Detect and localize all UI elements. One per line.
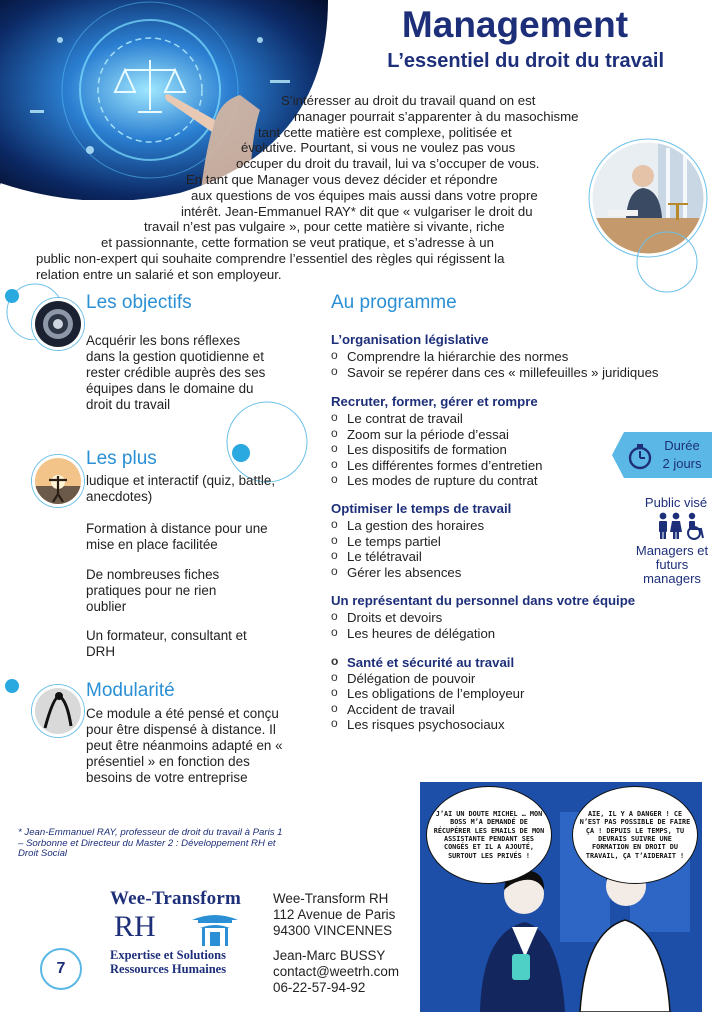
footnote-line: – Sorbonne et Directeur du Master 2 : Développement RH et [18, 837, 276, 849]
program-item: o Les obligations de l’employeur [331, 686, 524, 702]
objectives-text: Acquérir les bons réflexes dans la gestion quotidienne et rester crédible auprès des ses équipes dans le domaine du droit du travail [86, 333, 266, 412]
page-title: Management [401, 4, 629, 45]
program-item: o La gestion des horaires [331, 518, 511, 534]
page-subtitle: L’essentiel du droit du travail [387, 50, 664, 72]
intro-line: manager pourrait s’apparenter à du masochisme [294, 108, 579, 124]
comic-bubble-right: AIE, IL Y A DANGER ! CE N’EST PAS POSSIBLE DE FAIRE ÇA ! DEPUIS LE TEMPS, TU DEVRAIS SUIVRE UNE FORMATION EN DROIT DU TRAVAIL, ÇA T’AIDERAIT ! [572, 786, 698, 884]
footnote-line: * Jean-Emmanuel RAY, professeur de droit du travail à Paris 1 [18, 827, 283, 838]
program-item: o Les différentes formes d’entretien [331, 458, 542, 474]
duration-value: 2 jours [662, 456, 702, 471]
program-item: o Savoir se repérer dans ces « millefeuilles » juridiques [331, 365, 659, 381]
intro-line: et passionnante, cette formation se veut pratique, et s’adresse à un [101, 235, 494, 251]
contact-person: Jean-Marc BUSSY [273, 948, 386, 963]
program-section-heading: L’organisation législative [331, 332, 489, 347]
decor-circles-top [612, 230, 712, 310]
intro-paragraph [36, 93, 596, 283]
program-item: o Les modes de rupture du contrat [331, 473, 542, 489]
logo-name: Wee-Transform [110, 888, 241, 909]
contact-name: Wee-Transform RH [273, 891, 389, 906]
plus-item: De nombreuses fiches pratiques pour ne rien oublier [86, 567, 220, 614]
duration-label: Durée [664, 438, 700, 453]
audience-label: Public visé [644, 495, 708, 510]
contact-block [273, 891, 399, 996]
footnote-line: Droit Social [18, 848, 68, 859]
program-section-heading: Un représentant du personnel dans votre équipe [331, 593, 636, 608]
program-item: o Accident de travail [331, 702, 524, 718]
intro-line: tant cette matière est complexe, politisée et [258, 124, 512, 140]
objectives-title: Les objectifs [86, 292, 192, 313]
pagoda-icon [190, 910, 240, 948]
program-section [331, 332, 659, 380]
contact-email[interactable]: contact@weetrh.com [273, 964, 399, 979]
logo-tagline: Expertise et Solutions [110, 948, 226, 962]
logo-rh: RH [114, 910, 156, 943]
program-item: o Droits et devoirs [331, 610, 635, 626]
duration-box [612, 432, 712, 474]
logo-tagline: Ressources Humaines [110, 962, 227, 976]
program-section [331, 593, 635, 641]
intro-line: évolutive. Pourtant, si vous ne voulez pas vous [241, 140, 516, 156]
program-item: o Le temps partiel [331, 534, 511, 550]
program-item: o Zoom sur la période d’essai [331, 427, 542, 443]
intro-line: public non-expert qui souhaite comprendre l’essentiel des règles qui régissent la [36, 250, 505, 266]
modularity-text: Ce module a été pensé et conçu pour être dispensé à distance. Il peut être néanmoins adapté en « présentiel » en fonction des besoins de votre entreprise [86, 706, 283, 785]
intro-line: occuper du droit du travail, lui va s’occuper de vous. [236, 156, 540, 172]
people-icon [656, 512, 706, 540]
modularity-title: Modularité [86, 680, 175, 701]
program-section-heading: Optimiser le temps de travail [331, 501, 512, 516]
modularity-image [32, 685, 84, 737]
program-item: o Les risques psychosociaux [331, 717, 524, 733]
plus-image [32, 455, 84, 507]
program-item: o Le contrat de travail [331, 411, 542, 427]
comic-illustration [420, 782, 702, 1012]
intro-line: S’intéresser au droit du travail quand on est [281, 93, 536, 108]
program-section [331, 394, 542, 489]
intro-line: intérêt. Jean-Emmanuel RAY* dit que « vulgariser le droit du [181, 203, 533, 219]
program-section [331, 655, 524, 733]
program-section-heading: o Santé et sécurité au travail [331, 655, 524, 671]
plus-item: Formation à distance pour une mise en place facilitée [86, 521, 268, 552]
program-item: o Les heures de délégation [331, 626, 635, 642]
contact-phone[interactable]: 06-22-57-94-92 [273, 980, 366, 995]
footnote [18, 828, 358, 860]
program-item: o Délégation de pouvoir [331, 671, 524, 687]
program-item: o Comprendre la hiérarchie des normes [331, 349, 659, 365]
company-logo [110, 888, 270, 976]
program-section [331, 501, 511, 580]
plus-item: ludique et interactif (quiz, battle, anecdotes) [86, 473, 276, 504]
page-number: 7 [40, 948, 82, 990]
plus-item: Un formateur, consultant et DRH [86, 628, 247, 659]
program-section-heading: Recruter, former, gérer et rompre [331, 394, 538, 409]
comic-bubble-left: J’AI UN DOUTE MICHEL … MON BOSS M’A DEMANDÉ DE RÉCUPÉRER LES EMAILS DE MON ASSISTANTE PENDANT SES CONGÉS ET IL A AJOUTÉ, SURTOUT LES PRIVÉS ! [426, 786, 552, 884]
plus-title: Les plus [86, 448, 157, 469]
objectives-image [32, 298, 84, 350]
program-item: o Gérer les absences [331, 565, 511, 581]
contact-address: 112 Avenue de Paris [273, 907, 396, 922]
intro-line: travail n’est pas vulgaire », pour cette matière si vivante, riche [144, 219, 505, 235]
program-item: o Les dispositifs de formation [331, 442, 542, 458]
program-title: Au programme [331, 292, 457, 313]
intro-line: aux questions de vos équipes mais aussi dans votre propre [191, 187, 538, 203]
intro-line: En tant que Manager vous devez décider et répondre [186, 171, 498, 187]
audience-value: Managers et futurs managers [635, 543, 709, 586]
contact-city: 94300 VINCENNES [273, 923, 393, 938]
intro-line: relation entre un salarié et son employeur. [36, 266, 282, 282]
program-item: o Le télétravail [331, 549, 511, 565]
